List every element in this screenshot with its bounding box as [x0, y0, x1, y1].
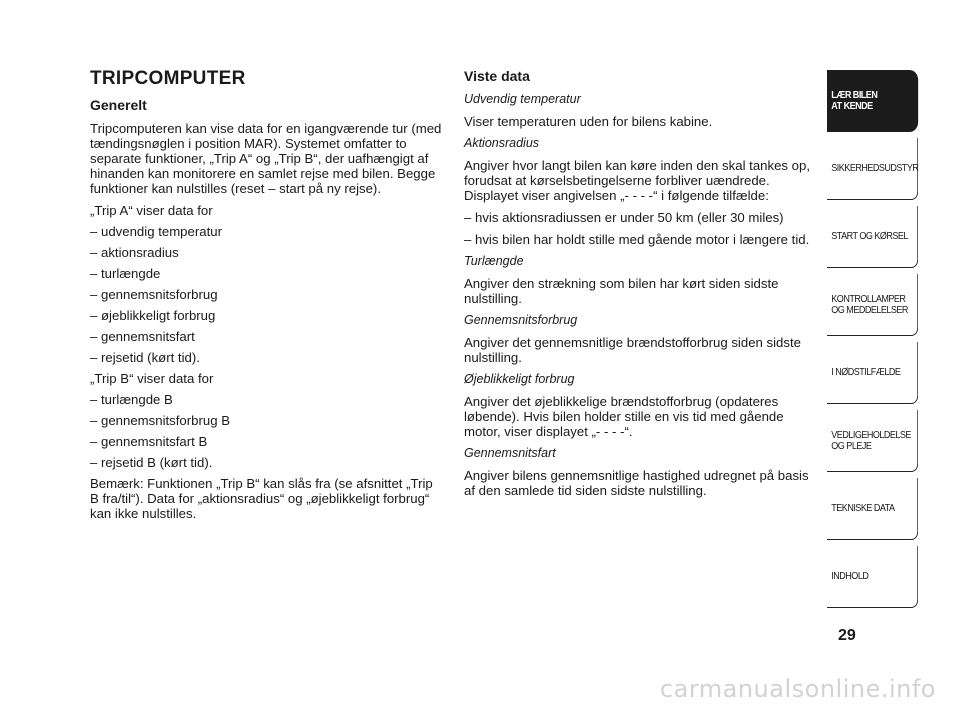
- subheading: Gennemsnitsforbrug: [464, 313, 578, 327]
- tab-kontrollamper[interactable]: KONTROLLAMPER OG MEDDELELSER: [827, 274, 918, 336]
- subheading: Udvendig temperatur: [464, 92, 581, 106]
- intro-paragraph: Tripcomputeren kan vise data for en igangværende tur (med tændingsnøglen i position MAR). Systemet omfatter to separate funktioner, „Trip A“ og „Trip B“, der uafhængigt af hinanden kan monitorere en samlet rejse med bilen. Begge funktioner kan nulstilles (reset – start på ny rejse).: [90, 121, 442, 196]
- list-item: – gennemsnitsfart: [90, 329, 195, 344]
- note-paragraph: Bemærk: Funktionen „Trip B“ kan slås fra (se afsnittet „Trip B fra/til“). Data for „aktionsradius“ og „øjeblikkeligt forbrug“ kan ikke nulstilles.: [90, 476, 433, 521]
- left-column: [90, 68, 442, 528]
- section-heading-generelt: Generelt: [90, 97, 147, 113]
- trip-a-list: [90, 203, 442, 365]
- list-item: – turlængde B: [90, 392, 173, 407]
- list-item: – udvendig temperatur: [90, 224, 222, 239]
- bullet-item: – hvis aktionsradiussen er under 50 km (eller 30 miles): [464, 210, 784, 225]
- list-item: – turlængde: [90, 266, 161, 281]
- trip-a-title: „Trip A“ viser data for: [90, 203, 213, 218]
- list-item: – gennemsnitsforbrug: [90, 287, 218, 302]
- tab-laer-bilen-at-kende[interactable]: LÆR BILEN AT KENDE: [827, 70, 918, 132]
- page-number: 29: [838, 627, 856, 644]
- right-column: [464, 68, 812, 505]
- tab-tekniske-data[interactable]: TEKNISKE DATA: [827, 478, 918, 540]
- tab-indhold[interactable]: INDHOLD: [827, 546, 918, 608]
- subheading: Turlængde: [464, 254, 524, 268]
- tab-i-nodstilfaelde[interactable]: I NØDSTILFÆLDE: [827, 342, 918, 404]
- tab-vedligeholdelse[interactable]: VEDLIGEHOLDELSE OG PLEJE: [827, 410, 918, 472]
- list-item: – rejsetid (kørt tid).: [90, 350, 200, 365]
- subheading: Gennemsnitsfart: [464, 446, 556, 460]
- tab-sikkerhedsudstyr[interactable]: SIKKERHEDSUDSTYR: [827, 138, 918, 200]
- list-item: – aktionsradius: [90, 245, 179, 260]
- paragraph: Angiver det gennemsnitlige brændstofforbrug siden sidste nulstilling.: [464, 335, 801, 365]
- section-heading-viste-data: Viste data: [464, 68, 530, 84]
- paragraph: Angiver den strækning som bilen har kørt siden sidste nulstilling.: [464, 276, 779, 306]
- paragraph: Angiver det øjeblikkelige brændstofforbrug (opdateres løbende). Hvis bilen holder stille en vis tid med gående motor, viser displayet „- - - -“.: [464, 394, 784, 439]
- page-title: TRIPCOMPUTER: [90, 68, 246, 89]
- watermark: carmanualsonline.info: [659, 675, 936, 703]
- trip-b-list: [90, 371, 442, 470]
- list-item: – rejsetid B (kørt tid).: [90, 455, 213, 470]
- paragraph: Angiver hvor langt bilen kan køre inden den skal tankes op, forudsat at kørselsbetingelserne forbliver uændrede. Displayet viser angivelsen „- - - -“ i følgende tilfælde:: [464, 158, 811, 203]
- subheading: Aktionsradius: [464, 136, 540, 150]
- paragraph: Viser temperaturen uden for bilens kabine.: [464, 114, 713, 129]
- bullet-item: – hvis bilen har holdt stille med gående motor i længere tid.: [464, 232, 810, 247]
- chapter-tabs: [827, 70, 918, 614]
- trip-b-title: „Trip B“ viser data for: [90, 371, 214, 386]
- paragraph: Angiver bilens gennemsnitlige hastighed udregnet på basis af den samlede tid siden sidste nulstilling.: [464, 468, 809, 498]
- subheading: Øjeblikkeligt forbrug: [464, 372, 575, 386]
- tab-start-og-korsel[interactable]: START OG KØRSEL: [827, 206, 918, 268]
- list-item: – øjeblikkeligt forbrug: [90, 308, 216, 323]
- list-item: – gennemsnitsfart B: [90, 434, 208, 449]
- list-item: – gennemsnitsforbrug B: [90, 413, 231, 428]
